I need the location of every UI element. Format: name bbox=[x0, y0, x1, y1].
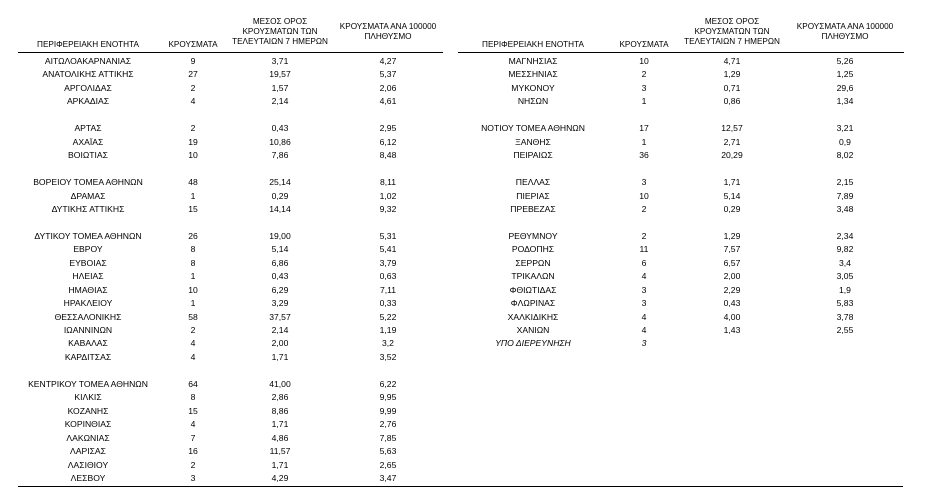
cases-cell: 4 bbox=[190, 96, 196, 107]
per100k-cell: 9,95 bbox=[379, 392, 397, 403]
region-cell: ΛΕΣΒΟΥ bbox=[70, 472, 106, 483]
avg-cell: 6,86 bbox=[271, 257, 289, 268]
region-cell: ΣΕΡΡΩΝ bbox=[515, 257, 551, 268]
cases-cell: 8 bbox=[190, 392, 196, 403]
avg-cell: 4,29 bbox=[271, 472, 289, 483]
region-cell: ΕΥΒΟΙΑΣ bbox=[69, 257, 107, 268]
per100k-cell: 1,19 bbox=[379, 325, 397, 335]
table-row bbox=[440, 95, 910, 109]
cases-cell: 2 bbox=[190, 325, 196, 335]
cases-cell: 19 bbox=[188, 136, 198, 147]
table-row bbox=[440, 324, 910, 338]
header-divider bbox=[18, 52, 443, 53]
avg-cell: 1,71 bbox=[271, 419, 289, 430]
per100k-cell: 5,31 bbox=[379, 230, 397, 241]
table-row bbox=[0, 459, 470, 473]
cases-cell: 2 bbox=[190, 123, 196, 134]
header-per100k-line-2: ΠΛΗΘΥΣΜΟ bbox=[821, 32, 869, 41]
region-cell: ΦΘΙΩΤΙΔΑΣ bbox=[509, 284, 557, 295]
per100k-cell: 3,47 bbox=[379, 472, 397, 483]
table-row bbox=[0, 364, 470, 378]
avg-cell: 5,14 bbox=[723, 190, 741, 201]
per100k-cell: 7,85 bbox=[379, 432, 397, 443]
table-row bbox=[0, 190, 470, 204]
region-cell: ΥΠΟ ΔΙΕΡΕΥΝΗΣΗ bbox=[495, 338, 571, 349]
avg-cell: 1,71 bbox=[723, 177, 741, 188]
cases-cell: 2 bbox=[641, 69, 647, 80]
cases-cell: 10 bbox=[188, 150, 198, 161]
table-row bbox=[0, 122, 470, 136]
region-cell: ΧΑΛΚΙΔΙΚΗΣ bbox=[507, 311, 559, 322]
per100k-cell: 0,9 bbox=[839, 136, 851, 147]
cases-cell: 10 bbox=[188, 284, 198, 295]
table-row bbox=[0, 230, 470, 244]
avg-cell: 2,71 bbox=[723, 136, 741, 147]
cases-cell: 15 bbox=[188, 405, 198, 416]
table-row bbox=[0, 391, 470, 405]
table-row bbox=[440, 270, 910, 284]
region-cell: ΚΑΡΔΙΤΣΑΣ bbox=[64, 351, 112, 362]
region-cell: ΤΡΙΚΑΛΩΝ bbox=[511, 271, 555, 282]
cases-cell: 4 bbox=[641, 311, 647, 322]
header-per100k bbox=[786, 14, 904, 50]
header-region bbox=[18, 14, 158, 50]
cases-cell: 4 bbox=[641, 271, 647, 282]
avg-cell: 5,14 bbox=[271, 244, 289, 255]
cases-cell: 4 bbox=[641, 325, 647, 335]
table-row bbox=[440, 82, 910, 96]
avg-cell: 6,29 bbox=[271, 284, 289, 295]
header-avg-line-3: ΤΕΛΕΥΤΑΙΩΝ 7 ΗΜΕΡΩΝ bbox=[684, 37, 780, 46]
region-cell: ΔΡΑΜΑΣ bbox=[70, 190, 106, 201]
region-cell: ΡΕΘΥΜΝΟΥ bbox=[508, 230, 558, 241]
table-row bbox=[440, 257, 910, 271]
cases-cell: 6 bbox=[641, 257, 647, 268]
cases-cell: 7 bbox=[190, 432, 196, 443]
per100k-cell: 2,55 bbox=[836, 325, 854, 335]
table-row bbox=[0, 378, 470, 392]
table-row bbox=[0, 176, 470, 190]
header-divider bbox=[458, 52, 904, 53]
avg-cell: 7,57 bbox=[723, 244, 741, 255]
region-cell: ΠΡΕΒΕΖΑΣ bbox=[510, 203, 556, 214]
avg-cell: 11,57 bbox=[269, 446, 291, 457]
avg-cell: 7,86 bbox=[271, 150, 289, 161]
region-cell: ΕΒΡΟΥ bbox=[73, 244, 103, 255]
per100k-cell: 3,48 bbox=[836, 203, 854, 214]
table-row bbox=[440, 337, 910, 351]
header-cases-label: ΚΡΟΥΣΜΑΤΑ bbox=[619, 40, 669, 49]
table-row bbox=[0, 337, 470, 351]
table-row bbox=[440, 284, 910, 298]
avg-cell: 8,86 bbox=[271, 405, 289, 416]
header-avg bbox=[225, 14, 335, 50]
table-row bbox=[0, 324, 470, 338]
per100k-cell: 8,02 bbox=[836, 150, 854, 161]
table-row bbox=[0, 284, 470, 298]
table-row bbox=[440, 68, 910, 82]
per100k-cell: 1,9 bbox=[839, 284, 851, 295]
per100k-cell: 3,79 bbox=[379, 257, 397, 268]
region-cell: ΑΝΑΤΟΛΙΚΗΣ ΑΤΤΙΚΗΣ bbox=[42, 69, 134, 80]
avg-cell: 1,71 bbox=[271, 351, 289, 362]
table-row bbox=[0, 297, 470, 311]
header-avg bbox=[680, 14, 784, 50]
table-row bbox=[0, 418, 470, 432]
table-row bbox=[440, 216, 910, 230]
cases-cell: 4 bbox=[190, 419, 196, 430]
header-cases-label: ΚΡΟΥΣΜΑΤΑ bbox=[168, 40, 218, 49]
cases-cell: 1 bbox=[641, 96, 647, 107]
region-cell: ΑΡΤΑΣ bbox=[74, 123, 102, 134]
region-cell: ΠΙΕΡΙΑΣ bbox=[516, 190, 550, 201]
table-row bbox=[440, 203, 910, 217]
cases-cell: 3 bbox=[190, 472, 196, 483]
avg-cell: 1,29 bbox=[723, 230, 741, 241]
table-row bbox=[440, 311, 910, 325]
cases-cell: 1 bbox=[190, 271, 196, 282]
avg-cell: 19,00 bbox=[269, 230, 291, 241]
region-cell: ΚΟΖΑΝΗΣ bbox=[67, 405, 109, 416]
per100k-cell: 5,63 bbox=[379, 446, 397, 457]
table-row bbox=[440, 109, 910, 123]
cases-cell: 15 bbox=[188, 203, 198, 214]
avg-cell: 4,86 bbox=[271, 432, 289, 443]
per100k-cell: 2,76 bbox=[379, 419, 397, 430]
cases-cell: 9 bbox=[190, 56, 196, 66]
table-row bbox=[440, 55, 910, 69]
avg-cell: 0,71 bbox=[723, 82, 741, 93]
table-row bbox=[440, 149, 910, 163]
cases-cell: 16 bbox=[188, 446, 198, 457]
region-cell: ΞΑΝΘΗΣ bbox=[515, 136, 551, 147]
region-cell: ΔΥΤΙΚΗΣ ΑΤΤΙΚΗΣ bbox=[51, 203, 125, 214]
table-row bbox=[0, 95, 470, 109]
region-cell: ΘΕΣΣΑΛΟΝΙΚΗΣ bbox=[54, 311, 122, 322]
region-cell: ΗΛΕΙΑΣ bbox=[72, 271, 104, 282]
table-row bbox=[0, 109, 470, 123]
cases-cell: 36 bbox=[639, 150, 649, 161]
per100k-cell: 9,99 bbox=[379, 405, 397, 416]
per100k-cell: 29,6 bbox=[836, 82, 854, 93]
avg-cell: 4,00 bbox=[723, 311, 741, 322]
per100k-cell: 2,15 bbox=[836, 177, 854, 188]
cases-cell: 2 bbox=[190, 459, 196, 470]
region-cell: ΚΙΛΚΙΣ bbox=[74, 392, 102, 403]
header-region bbox=[458, 14, 608, 50]
avg-cell: 0,43 bbox=[723, 298, 741, 309]
per100k-cell: 3,2 bbox=[382, 338, 394, 349]
per100k-cell: 8,11 bbox=[379, 177, 397, 188]
per100k-cell: 4,61 bbox=[379, 96, 397, 107]
table-row bbox=[0, 149, 470, 163]
table-row bbox=[0, 311, 470, 325]
cases-cell: 4 bbox=[190, 338, 196, 349]
per100k-cell: 2,06 bbox=[379, 82, 397, 93]
cases-cell: 64 bbox=[188, 378, 198, 389]
avg-cell: 6,57 bbox=[723, 257, 741, 268]
region-cell: ΝΟΤΙΟΥ ΤΟΜΕΑ ΑΘΗΝΩΝ bbox=[481, 123, 585, 134]
table-bottom-border bbox=[18, 486, 903, 487]
cases-cell: 27 bbox=[188, 69, 198, 80]
avg-cell: 37,57 bbox=[269, 311, 291, 322]
region-cell: ΗΡΑΚΛΕΙΟΥ bbox=[63, 298, 113, 309]
per100k-cell: 5,26 bbox=[836, 56, 854, 66]
avg-cell: 20,29 bbox=[721, 150, 743, 161]
header-avg-line-1: ΜΕΣΟΣ ΟΡΟΣ bbox=[252, 17, 308, 26]
table-row bbox=[0, 405, 470, 419]
region-cell: ΑΙΤΩΛΟΑΚΑΡΝΑΝΙΑΣ bbox=[44, 56, 132, 66]
region-cell: ΜΕΣΣΗΝΙΑΣ bbox=[508, 69, 558, 80]
per100k-cell: 7,89 bbox=[836, 190, 854, 201]
region-cell: ΑΡΓΟΛΙΔΑΣ bbox=[64, 82, 112, 93]
region-cell: ΝΗΣΩΝ bbox=[517, 96, 549, 107]
region-cell: ΔΥΤΙΚΟΥ ΤΟΜΕΑ ΑΘΗΝΩΝ bbox=[34, 230, 142, 241]
cases-cell: 3 bbox=[641, 82, 647, 93]
cases-cell: 8 bbox=[190, 244, 196, 255]
per100k-cell: 3,05 bbox=[836, 271, 854, 282]
header-per100k-line-1: ΚΡΟΥΣΜΑΤΑ ΑΝΑ 100000 bbox=[339, 22, 437, 31]
region-cell: ΜΑΓΝΗΣΙΑΣ bbox=[508, 56, 558, 66]
header-region-label: ΠΕΡΙΦΕΡΕΙΑΚΗ ΕΝΟΤΗΤΑ bbox=[482, 40, 584, 49]
table-row bbox=[440, 176, 910, 190]
header-avg-line-3: ΤΕΛΕΥΤΑΙΩΝ 7 ΗΜΕΡΩΝ bbox=[232, 37, 328, 46]
avg-cell: 25,14 bbox=[269, 177, 291, 188]
per100k-cell: 6,12 bbox=[379, 136, 397, 147]
avg-cell: 14,14 bbox=[269, 203, 291, 214]
avg-cell: 2,14 bbox=[271, 96, 289, 107]
per100k-cell: 3,21 bbox=[836, 123, 854, 134]
region-cell: ΜΥΚΟΝΟΥ bbox=[511, 82, 555, 93]
cases-cell: 17 bbox=[639, 123, 649, 134]
per100k-cell: 5,41 bbox=[379, 244, 397, 255]
table-row bbox=[440, 190, 910, 204]
avg-cell: 10,86 bbox=[269, 136, 291, 147]
cases-cell: 1 bbox=[190, 190, 196, 201]
avg-cell: 0,29 bbox=[723, 203, 741, 214]
cases-cell: 3 bbox=[641, 338, 647, 349]
per100k-cell: 3,78 bbox=[836, 311, 854, 322]
table-row bbox=[0, 445, 470, 459]
header-per100k-line-1: ΚΡΟΥΣΜΑΤΑ ΑΝΑ 100000 bbox=[796, 22, 894, 31]
table-row bbox=[0, 472, 470, 486]
cases-cell: 10 bbox=[639, 190, 649, 201]
header-region-label: ΠΕΡΙΦΕΡΕΙΑΚΗ ΕΝΟΤΗΤΑ bbox=[37, 40, 139, 49]
header-per100k-line-2: ΠΛΗΘΥΣΜΟ bbox=[364, 32, 412, 41]
per100k-cell: 4,27 bbox=[379, 56, 397, 66]
avg-cell: 3,29 bbox=[271, 298, 289, 309]
avg-cell: 1,43 bbox=[723, 325, 741, 335]
per100k-cell: 0,33 bbox=[379, 298, 397, 309]
region-cell: ΒΟΙΩΤΙΑΣ bbox=[68, 150, 108, 161]
table-row bbox=[440, 163, 910, 177]
per100k-cell: 1,34 bbox=[836, 96, 854, 107]
avg-cell: 4,71 bbox=[723, 56, 741, 66]
region-cell: ΒΟΡΕΙΟΥ ΤΟΜΕΑ ΑΘΗΝΩΝ bbox=[33, 177, 143, 188]
per100k-cell: 9,82 bbox=[836, 244, 854, 255]
region-cell: ΗΜΑΘΙΑΣ bbox=[68, 284, 108, 295]
cases-cell: 58 bbox=[188, 311, 198, 322]
avg-cell: 1,29 bbox=[723, 69, 741, 80]
table-row bbox=[0, 55, 470, 69]
cases-cell: 10 bbox=[639, 56, 649, 66]
per100k-cell: 6,22 bbox=[379, 378, 397, 389]
table-row bbox=[0, 351, 470, 365]
region-cell: ΦΛΩΡΙΝΑΣ bbox=[510, 298, 556, 309]
region-cell: ΑΡΚΑΔΙΑΣ bbox=[66, 96, 110, 107]
avg-cell: 2,86 bbox=[271, 392, 289, 403]
per100k-cell: 3,52 bbox=[379, 351, 397, 362]
header-per100k bbox=[332, 14, 444, 50]
table-row bbox=[0, 136, 470, 150]
per100k-cell: 5,22 bbox=[379, 311, 397, 322]
table-row bbox=[0, 257, 470, 271]
avg-cell: 2,00 bbox=[723, 271, 741, 282]
region-cell: ΛΑΡΙΣΑΣ bbox=[70, 446, 106, 457]
region-cell: ΡΟΔΟΠΗΣ bbox=[511, 244, 555, 255]
cases-cell: 3 bbox=[641, 298, 647, 309]
per100k-cell: 5,83 bbox=[836, 298, 854, 309]
table-row bbox=[0, 82, 470, 96]
avg-cell: 2,00 bbox=[271, 338, 289, 349]
header-avg-line-1: ΜΕΣΟΣ ΟΡΟΣ bbox=[704, 17, 760, 26]
header-cases bbox=[610, 14, 678, 50]
header-avg-line-2: ΚΡΟΥΣΜΑΤΩΝ ΤΩΝ bbox=[694, 27, 770, 36]
table-row bbox=[0, 432, 470, 446]
region-cell: ΠΕΙΡΑΙΩΣ bbox=[513, 150, 553, 161]
region-cell: ΧΑΝΙΩΝ bbox=[516, 325, 550, 335]
region-cell: ΙΩΑΝΝΙΝΩΝ bbox=[63, 325, 113, 335]
region-cell: ΛΑΚΩΝΙΑΣ bbox=[66, 432, 110, 443]
per100k-cell: 1,25 bbox=[836, 69, 854, 80]
per100k-cell: 0,63 bbox=[379, 271, 397, 282]
avg-cell: 0,86 bbox=[723, 96, 741, 107]
table-row bbox=[440, 243, 910, 257]
per100k-cell: 9,32 bbox=[379, 203, 397, 214]
table-row bbox=[440, 230, 910, 244]
table-row bbox=[440, 136, 910, 150]
avg-cell: 0,29 bbox=[271, 190, 289, 201]
header-cases bbox=[163, 14, 223, 50]
region-cell: ΚΑΒΑΛΑΣ bbox=[68, 338, 108, 349]
avg-cell: 1,71 bbox=[271, 459, 289, 470]
per100k-cell: 7,11 bbox=[379, 284, 397, 295]
cases-cell: 3 bbox=[641, 284, 647, 295]
cases-cell: 26 bbox=[188, 230, 198, 241]
cases-cell: 1 bbox=[641, 136, 647, 147]
region-cell: ΑΧΑΪΑΣ bbox=[72, 136, 104, 147]
avg-cell: 19,57 bbox=[269, 69, 291, 80]
region-cell: ΚΕΝΤΡΙΚΟΥ ΤΟΜΕΑ ΑΘΗΝΩΝ bbox=[28, 378, 148, 389]
table-row bbox=[0, 243, 470, 257]
avg-cell: 2,14 bbox=[271, 325, 289, 335]
cases-cell: 4 bbox=[190, 351, 196, 362]
cases-cell: 3 bbox=[641, 177, 647, 188]
cases-cell: 8 bbox=[190, 257, 196, 268]
cases-cell: 2 bbox=[190, 82, 196, 93]
table-row bbox=[440, 122, 910, 136]
per100k-cell: 3,4 bbox=[839, 257, 851, 268]
table-row bbox=[0, 203, 470, 217]
table-row bbox=[440, 297, 910, 311]
table-row bbox=[0, 163, 470, 177]
avg-cell: 1,57 bbox=[271, 82, 289, 93]
avg-cell: 3,71 bbox=[271, 56, 289, 66]
per100k-cell: 5,37 bbox=[379, 69, 397, 80]
region-cell: ΠΕΛΛΑΣ bbox=[515, 177, 551, 188]
per100k-cell: 1,02 bbox=[379, 190, 397, 201]
cases-cell: 2 bbox=[641, 230, 647, 241]
avg-cell: 0,43 bbox=[271, 271, 289, 282]
region-cell: ΛΑΣΙΘΙΟΥ bbox=[67, 459, 109, 470]
avg-cell: 0,43 bbox=[271, 123, 289, 134]
cases-cell: 11 bbox=[639, 244, 649, 255]
header-avg-line-2: ΚΡΟΥΣΜΑΤΩΝ ΤΩΝ bbox=[242, 27, 318, 36]
per100k-cell: 2,65 bbox=[379, 459, 397, 470]
table-row bbox=[0, 270, 470, 284]
cases-cell: 2 bbox=[641, 203, 647, 214]
table-row bbox=[0, 216, 470, 230]
per100k-cell: 8,48 bbox=[379, 150, 397, 161]
region-cell: ΚΟΡΙΝΘΙΑΣ bbox=[64, 419, 112, 430]
avg-cell: 41,00 bbox=[269, 378, 291, 389]
cases-cell: 1 bbox=[190, 298, 196, 309]
avg-cell: 2,29 bbox=[723, 284, 741, 295]
per100k-cell: 2,95 bbox=[379, 123, 397, 134]
table-row bbox=[0, 68, 470, 82]
avg-cell: 12,57 bbox=[721, 123, 743, 134]
per100k-cell: 2,34 bbox=[836, 230, 854, 241]
cases-cell: 48 bbox=[188, 177, 198, 188]
